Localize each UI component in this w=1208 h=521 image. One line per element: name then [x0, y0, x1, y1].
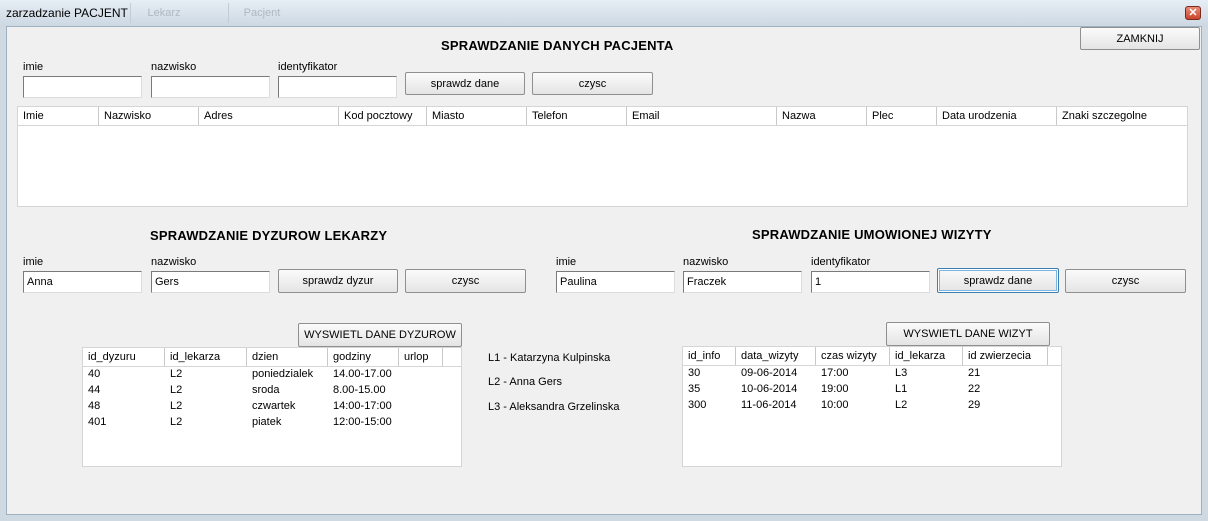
- duty-section-heading: SPRAWDZANIE DYZUROW LEKARZY: [150, 228, 388, 243]
- show-visit-data-button[interactable]: WYSWIETL DANE WIZYT: [886, 322, 1050, 346]
- duty-last-name-input[interactable]: [151, 271, 270, 293]
- patient-identifier-label: identyfikator: [278, 61, 338, 73]
- patient-first-name-label: imie: [23, 61, 44, 73]
- visit-last-name-input[interactable]: [683, 271, 802, 293]
- close-icon: ✕: [1188, 7, 1198, 19]
- cell-id-zwierzecia: 21: [968, 367, 981, 379]
- col-id-dyzuru[interactable]: id_dyzuru: [83, 348, 165, 366]
- cell-data-wizyty: 11-06-2014: [741, 399, 797, 411]
- col-nazwisko[interactable]: Nazwisko: [99, 107, 199, 125]
- col-data-urodzenia[interactable]: Data urodzenia: [937, 107, 1057, 125]
- patient-identifier-input[interactable]: [278, 76, 397, 98]
- patient-first-name-input[interactable]: [23, 76, 142, 98]
- visit-first-name-label: imie: [556, 256, 577, 268]
- cell-id-lekarza: L3: [895, 367, 908, 379]
- cell-id-dyzuru: 40: [88, 368, 101, 380]
- cell-id-dyzuru: 44: [88, 384, 101, 396]
- col-nazwa[interactable]: Nazwa: [777, 107, 867, 125]
- window-title: zarzadzanie PACJENT: [6, 6, 128, 20]
- col-znaki-szczegolne[interactable]: Znaki szczegolne: [1057, 107, 1188, 125]
- title-bar[interactable]: [0, 0, 1208, 26]
- patient-list-header: [18, 107, 1187, 126]
- col-id-zwierzecia[interactable]: id zwierzecia: [963, 347, 1048, 365]
- col-adres[interactable]: Adres: [199, 107, 339, 125]
- table-row[interactable]: [83, 382, 461, 398]
- cell-urlop: [399, 366, 404, 382]
- window-close-button[interactable]: [1185, 6, 1201, 20]
- cell-godziny: 14:00-17:00: [333, 400, 392, 412]
- background-tab-pacjent: Pacjent: [228, 3, 295, 23]
- table-row[interactable]: [683, 397, 1061, 413]
- visit-section-heading: SPRAWDZANIE UMOWIONEJ WIZYTY: [752, 227, 992, 242]
- table-row[interactable]: [683, 365, 1061, 381]
- duty-clear-button[interactable]: czysc: [405, 269, 526, 293]
- visit-identifier-label: identyfikator: [811, 256, 871, 268]
- patient-results-list[interactable]: [17, 106, 1188, 207]
- table-row[interactable]: [83, 414, 461, 430]
- cell-czas-wizyty: 19:00: [821, 383, 849, 395]
- patient-check-button[interactable]: sprawdz dane: [405, 72, 525, 95]
- cell-id-lekarza: L2: [170, 416, 183, 428]
- col-email[interactable]: Email: [627, 107, 777, 125]
- cell-id-zwierzecia: 22: [968, 383, 981, 395]
- cell-urlop: [399, 382, 404, 398]
- col-urlop[interactable]: urlop: [399, 348, 443, 366]
- col-imie[interactable]: Imie: [18, 107, 99, 125]
- col-data-wizyty[interactable]: data_wizyty: [736, 347, 816, 365]
- table-row[interactable]: [683, 381, 1061, 397]
- duty-check-button[interactable]: sprawdz dyzur: [278, 269, 398, 293]
- cell-godziny: 12:00-15:00: [333, 416, 392, 428]
- cell-id-lekarza: L2: [895, 399, 908, 411]
- visit-check-button[interactable]: sprawdz dane: [937, 268, 1059, 293]
- visit-first-name-input[interactable]: [556, 271, 675, 293]
- doctor-legend-item: L3 - Aleksandra Grzelinska: [488, 401, 620, 413]
- visit-list-header: [683, 347, 1061, 366]
- doctor-legend-item: L1 - Katarzyna Kulpinska: [488, 352, 611, 364]
- table-row[interactable]: [83, 366, 461, 382]
- cell-urlop: [399, 414, 404, 430]
- cell-id-lekarza: L2: [170, 368, 183, 380]
- cell-id-dyzuru: 401: [88, 416, 107, 428]
- duty-results-list[interactable]: [82, 347, 462, 467]
- cell-godziny: 8.00-15.00: [333, 384, 386, 396]
- cell-dzien: piatek: [252, 416, 282, 428]
- col-miasto[interactable]: Miasto: [427, 107, 527, 125]
- show-duty-data-button[interactable]: WYSWIETL DANE DYZUROW: [298, 323, 462, 347]
- cell-id-lekarza: L2: [170, 400, 183, 412]
- col-dzien[interactable]: dzien: [247, 348, 328, 366]
- col-plec[interactable]: Plec: [867, 107, 937, 125]
- table-row[interactable]: [83, 398, 461, 414]
- cell-czas-wizyty: 17:00: [821, 367, 849, 379]
- visit-identifier-input[interactable]: [811, 271, 930, 293]
- cell-id-lekarza: L1: [895, 383, 908, 395]
- duty-last-name-label: nazwisko: [151, 256, 197, 268]
- duty-first-name-input[interactable]: [23, 271, 142, 293]
- col-godziny[interactable]: godziny: [328, 348, 399, 366]
- duty-list-header: [83, 348, 461, 367]
- cell-id-dyzuru: 48: [88, 400, 101, 412]
- doctor-legend-item: L2 - Anna Gers: [488, 376, 562, 388]
- patient-last-name-label: nazwisko: [151, 61, 197, 73]
- form-client-area: [6, 26, 1202, 515]
- close-form-button[interactable]: ZAMKNIJ: [1080, 27, 1200, 50]
- col-id-lekarza[interactable]: id_lekarza: [165, 348, 247, 366]
- cell-id-info: 30: [688, 367, 701, 379]
- duty-first-name-label: imie: [23, 256, 44, 268]
- cell-data-wizyty: 09-06-2014: [741, 367, 798, 379]
- col-czas-wizyty[interactable]: czas wizyty: [816, 347, 890, 365]
- cell-dzien: sroda: [252, 384, 280, 396]
- col-kod-pocztowy[interactable]: Kod pocztowy: [339, 107, 427, 125]
- patient-section-heading: SPRAWDZANIE DANYCH PACJENTA: [441, 38, 674, 53]
- cell-urlop: [399, 398, 404, 414]
- cell-czas-wizyty: 10:00: [821, 399, 849, 411]
- cell-godziny: 14.00-17.00: [333, 368, 392, 380]
- cell-id-lekarza: L2: [170, 384, 183, 396]
- visit-last-name-label: nazwisko: [683, 256, 729, 268]
- col-id-lekarza[interactable]: id_lekarza: [890, 347, 963, 365]
- cell-data-wizyty: 10-06-2014: [741, 383, 798, 395]
- col-id-info[interactable]: id_info: [683, 347, 736, 365]
- patient-last-name-input[interactable]: [151, 76, 270, 98]
- patient-clear-button[interactable]: czysc: [532, 72, 653, 95]
- cell-id-zwierzecia: 29: [968, 399, 981, 411]
- col-telefon[interactable]: Telefon: [527, 107, 627, 125]
- cell-id-info: 35: [688, 383, 701, 395]
- background-tab-lekarz: Lekarz: [130, 3, 197, 23]
- visit-clear-button[interactable]: czysc: [1065, 269, 1186, 293]
- cell-dzien: poniedzialek: [252, 368, 314, 380]
- cell-dzien: czwartek: [252, 400, 296, 412]
- cell-id-info: 300: [688, 399, 707, 411]
- visit-results-list[interactable]: [682, 346, 1062, 467]
